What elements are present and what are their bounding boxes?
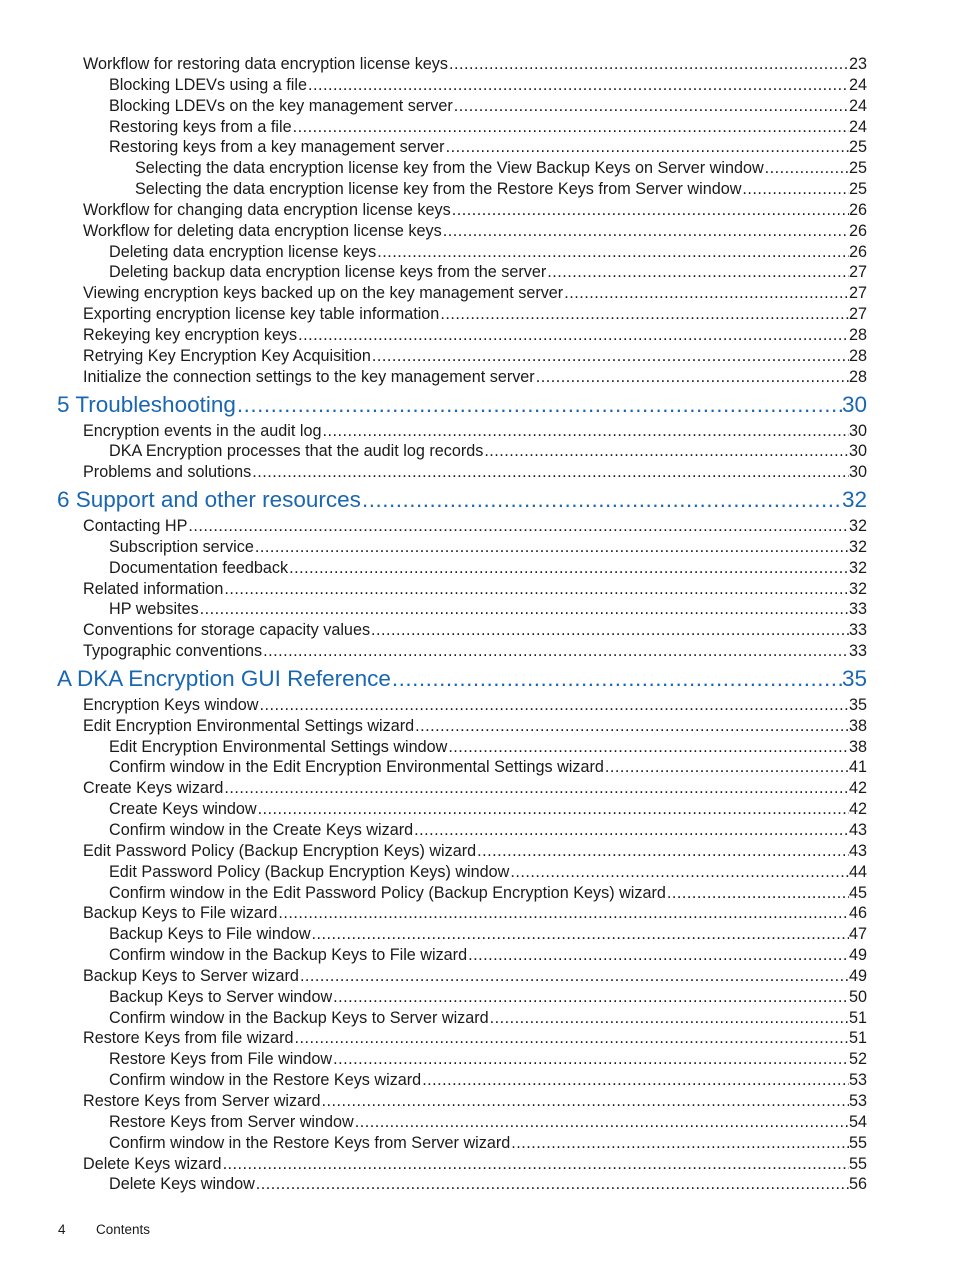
- toc-entry[interactable]: [0, 737, 954, 758]
- toc-entry-page-number: 33: [848, 621, 867, 640]
- dot-leader: [440, 304, 849, 325]
- toc-entry-page-number: 25: [848, 159, 867, 178]
- toc-entry-title: A DKA Encryption GUI Reference: [57, 665, 391, 691]
- dot-leader: [224, 778, 849, 799]
- toc-entry-page-number: 32: [848, 558, 867, 577]
- dot-leader: [188, 516, 849, 537]
- dot-leader: [454, 96, 849, 117]
- toc-entry-title: Workflow for changing data encryption license keys: [83, 200, 451, 219]
- dot-leader: [765, 158, 849, 179]
- dot-leader: [333, 1049, 849, 1070]
- dot-leader: [293, 117, 849, 138]
- dot-leader: [536, 367, 849, 388]
- toc-entry-page-number: 55: [848, 1154, 867, 1173]
- toc-entry[interactable]: [0, 325, 954, 346]
- toc-entry-title: Backup Keys to Server wizard: [83, 966, 299, 985]
- toc-entry-title: Backup Keys to File wizard: [83, 904, 278, 923]
- toc-entry-title: 5 Troubleshooting: [57, 391, 236, 417]
- toc-entry-title: Confirm window in the Restore Keys from Server wizard: [109, 1133, 511, 1152]
- dot-leader: [511, 1133, 849, 1154]
- toc-entry[interactable]: [0, 945, 954, 966]
- dot-leader: [449, 54, 849, 75]
- dot-leader: [742, 179, 849, 200]
- toc-entry-title: Restore Keys from Server wizard: [83, 1091, 321, 1110]
- toc-chapter-heading[interactable]: [0, 389, 954, 421]
- toc-entry[interactable]: [0, 558, 954, 579]
- toc-entry-page-number: 25: [848, 138, 867, 157]
- toc-entry-page-number: 28: [848, 367, 867, 386]
- toc-entry[interactable]: [0, 641, 954, 662]
- toc-entry[interactable]: [0, 1154, 954, 1175]
- dot-leader: [510, 862, 849, 883]
- toc-entry-page-number: 42: [848, 779, 867, 798]
- toc-entry-title: Confirm window in the Edit Password Policy (Backup Encryption Keys) wizard: [109, 883, 666, 902]
- toc-entry[interactable]: [0, 117, 954, 138]
- toc-entry[interactable]: [0, 1091, 954, 1112]
- toc-entry-title: Confirm window in the Edit Encryption Environmental Settings wizard: [109, 758, 604, 777]
- table-of-contents: [0, 54, 954, 1195]
- dot-leader: [255, 537, 849, 558]
- toc-entry-title: Deleting backup data encryption license keys from the server: [109, 263, 547, 282]
- toc-entry[interactable]: [0, 820, 954, 841]
- toc-entry-page-number: 49: [848, 946, 867, 965]
- toc-entry[interactable]: [0, 883, 954, 904]
- toc-entry-page-number: 54: [848, 1112, 867, 1131]
- toc-entry-page-number: 53: [848, 1091, 867, 1110]
- page-footer: [58, 1222, 150, 1237]
- dot-leader: [224, 579, 849, 600]
- toc-entry-title: Create Keys wizard: [83, 779, 224, 798]
- dot-leader: [300, 966, 849, 987]
- toc-entry-title: Related information: [83, 579, 224, 598]
- toc-entry-title: Encryption events in the audit log: [83, 421, 322, 440]
- toc-entry[interactable]: [0, 516, 954, 537]
- toc-entry-page-number: 41: [848, 758, 867, 777]
- toc-entry-page-number: 42: [848, 800, 867, 819]
- dot-leader: [278, 903, 849, 924]
- toc-entry-title: Subscription service: [109, 537, 254, 556]
- toc-entry-title: Edit Password Policy (Backup Encryption Keys) wizard: [83, 841, 477, 860]
- toc-entry-page-number: 26: [848, 242, 867, 261]
- toc-chapter-heading[interactable]: [0, 484, 954, 516]
- toc-entry-page-number: 56: [848, 1175, 867, 1194]
- dot-leader: [468, 945, 849, 966]
- toc-entry-title: Selecting the data encryption license key from the Restore Keys from Server window: [135, 180, 742, 199]
- toc-entry-page-number: 33: [848, 600, 867, 619]
- toc-entry[interactable]: [0, 579, 954, 600]
- toc-entry-title: Edit Encryption Environmental Settings wizard: [83, 716, 415, 735]
- toc-entry-page-number: 52: [848, 1050, 867, 1069]
- dot-leader: [448, 737, 849, 758]
- toc-entry[interactable]: [0, 221, 954, 242]
- toc-entry[interactable]: [0, 537, 954, 558]
- toc-entry-page-number: 30: [848, 442, 867, 461]
- toc-entry[interactable]: [0, 158, 954, 179]
- toc-entry[interactable]: [0, 924, 954, 945]
- toc-entry[interactable]: [0, 179, 954, 200]
- toc-entry-page-number: 50: [848, 987, 867, 1006]
- toc-entry-title: Exporting encryption license key table information: [83, 305, 440, 324]
- toc-entry[interactable]: [0, 987, 954, 1008]
- dot-leader: [452, 200, 849, 221]
- toc-entry-title: Delete Keys wizard: [83, 1154, 222, 1173]
- toc-entry[interactable]: [0, 1174, 954, 1195]
- toc-entry-page-number: 51: [848, 1029, 867, 1048]
- toc-entry-title: Backup Keys to Server window: [109, 987, 333, 1006]
- toc-entry-page-number: 46: [848, 904, 867, 923]
- dot-leader: [392, 663, 842, 695]
- dot-leader: [372, 346, 849, 367]
- toc-entry-page-number: 27: [848, 284, 867, 303]
- toc-entry-page-number: 26: [848, 200, 867, 219]
- toc-entry-title: Typographic conventions: [83, 642, 263, 661]
- dot-leader: [252, 462, 849, 483]
- toc-entry-title: Viewing encryption keys backed up on the key management server: [83, 284, 564, 303]
- dot-leader: [484, 441, 849, 462]
- toc-entry-page-number: 32: [841, 487, 867, 513]
- dot-leader: [263, 641, 849, 662]
- toc-entry-page-number: 43: [848, 821, 867, 839]
- toc-entry[interactable]: [0, 75, 954, 96]
- dot-leader: [477, 841, 849, 862]
- toc-entry[interactable]: [0, 1070, 954, 1091]
- toc-entry[interactable]: [0, 620, 954, 641]
- dot-leader: [490, 1008, 849, 1029]
- dot-leader: [322, 421, 849, 442]
- toc-entry[interactable]: [0, 757, 954, 778]
- toc-entry[interactable]: [0, 1112, 954, 1133]
- dot-leader: [237, 389, 842, 421]
- dot-leader: [223, 1154, 849, 1175]
- toc-entry-page-number: 26: [848, 221, 867, 240]
- toc-entry-page-number: 24: [848, 96, 867, 115]
- toc-entry[interactable]: [0, 695, 954, 716]
- toc-entry-title: Blocking LDEVs using a file: [109, 75, 307, 94]
- toc-entry[interactable]: [0, 421, 954, 442]
- dot-leader: [355, 1112, 849, 1133]
- toc-entry[interactable]: [0, 462, 954, 483]
- toc-entry-title: Edit Password Policy (Backup Encryption Keys) window: [109, 862, 510, 881]
- dot-leader: [333, 987, 849, 1008]
- toc-entry-title: Blocking LDEVs on the key management server: [109, 96, 453, 115]
- dot-leader: [289, 558, 849, 579]
- toc-entry[interactable]: [0, 903, 954, 924]
- toc-entry-title: Restore Keys from File window: [109, 1050, 333, 1069]
- toc-entry[interactable]: [0, 242, 954, 263]
- toc-entry-title: 6 Support and other resources: [57, 487, 361, 513]
- toc-entry[interactable]: [0, 599, 954, 620]
- toc-entry-title: Restoring keys from a file: [109, 117, 292, 136]
- toc-entry-page-number: 45: [848, 883, 867, 902]
- toc-entry-page-number: 25: [848, 180, 867, 199]
- toc-entry-title: Rekeying key encryption keys: [83, 325, 298, 344]
- toc-entry[interactable]: [0, 862, 954, 883]
- toc-entry-title: Restoring keys from a key management server: [109, 138, 445, 157]
- toc-entry-page-number: 51: [848, 1008, 867, 1027]
- toc-entry-title: Workflow for deleting data encryption license keys: [83, 221, 442, 240]
- toc-entry-title: Documentation feedback: [109, 558, 289, 577]
- toc-entry-title: Confirm window in the Create Keys wizard: [109, 821, 414, 839]
- toc-entry[interactable]: [0, 200, 954, 221]
- dot-leader: [377, 242, 849, 263]
- toc-entry-page-number: 55: [848, 1133, 867, 1152]
- dot-leader: [259, 695, 849, 716]
- dot-leader: [298, 325, 849, 346]
- toc-entry-page-number: 35: [841, 665, 867, 691]
- toc-entry-page-number: 32: [848, 579, 867, 598]
- footer-page-number: 4: [58, 1222, 66, 1237]
- toc-entry-page-number: 28: [848, 346, 867, 365]
- toc-entry-page-number: 28: [848, 325, 867, 344]
- dot-leader: [308, 75, 849, 96]
- toc-entry-title: Contacting HP: [83, 517, 188, 536]
- dot-leader: [362, 484, 842, 516]
- toc-entry[interactable]: [0, 1133, 954, 1154]
- toc-entry-page-number: 32: [848, 537, 867, 556]
- dot-leader: [422, 1070, 849, 1091]
- toc-entry-page-number: 30: [848, 463, 867, 482]
- toc-entry[interactable]: [0, 799, 954, 820]
- toc-entry[interactable]: [0, 778, 954, 799]
- toc-entry[interactable]: [0, 441, 954, 462]
- dot-leader: [256, 1174, 849, 1195]
- dot-leader: [312, 924, 849, 945]
- toc-entry-title: Workflow for restoring data encryption license keys: [83, 55, 448, 73]
- toc-entry-page-number: 47: [848, 925, 867, 944]
- toc-entry-title: HP websites: [109, 600, 199, 619]
- toc-entry-page-number: 24: [848, 117, 867, 136]
- dot-leader: [322, 1091, 849, 1112]
- toc-entry[interactable]: [0, 1049, 954, 1070]
- toc-entry[interactable]: [0, 367, 954, 388]
- toc-entry-title: Initialize the connection settings to the key management server: [83, 367, 535, 386]
- toc-entry[interactable]: [0, 54, 954, 75]
- toc-entry-title: Confirm window in the Restore Keys wizard: [109, 1071, 422, 1090]
- dot-leader: [200, 599, 849, 620]
- dot-leader: [258, 799, 849, 820]
- toc-entry-title: Selecting the data encryption license key from the View Backup Keys on Server window: [135, 159, 764, 178]
- dot-leader: [547, 262, 849, 283]
- toc-entry-page-number: 27: [848, 305, 867, 324]
- toc-entry-title: Conventions for storage capacity values: [83, 621, 371, 640]
- toc-entry-title: Edit Encryption Environmental Settings window: [109, 737, 448, 756]
- toc-entry-title: Deleting data encryption license keys: [109, 242, 377, 261]
- toc-entry[interactable]: [0, 346, 954, 367]
- toc-entry-page-number: 27: [848, 263, 867, 282]
- dot-leader: [295, 1028, 849, 1049]
- dot-leader: [667, 883, 849, 904]
- toc-entry-page-number: 38: [848, 737, 867, 756]
- dot-leader: [564, 283, 849, 304]
- toc-entry[interactable]: [0, 137, 954, 158]
- toc-entry-page-number: 44: [848, 862, 867, 881]
- dot-leader: [443, 221, 849, 242]
- toc-entry-page-number: 23: [848, 55, 867, 73]
- toc-entry-title: Retrying Key Encryption Key Acquisition: [83, 346, 371, 365]
- toc-entry[interactable]: [0, 304, 954, 325]
- toc-entry-title: Delete Keys window: [109, 1175, 255, 1194]
- toc-entry-title: Confirm window in the Backup Keys to Server wizard: [109, 1008, 489, 1027]
- dot-leader: [446, 137, 849, 158]
- toc-entry-title: Encryption Keys window: [83, 695, 259, 714]
- toc-entry[interactable]: [0, 283, 954, 304]
- toc-entry-title: Confirm window in the Backup Keys to File wizard: [109, 946, 468, 965]
- toc-entry-page-number: 32: [848, 517, 867, 536]
- toc-entry-page-number: 35: [848, 695, 867, 714]
- toc-entry-title: Create Keys window: [109, 800, 257, 819]
- toc-entry-title: Restore Keys from Server window: [109, 1112, 354, 1131]
- toc-entry-page-number: 24: [848, 75, 867, 94]
- toc-entry-page-number: 53: [848, 1071, 867, 1090]
- toc-entry-page-number: 43: [848, 841, 867, 860]
- dot-leader: [414, 820, 849, 841]
- toc-entry-page-number: 30: [848, 421, 867, 440]
- toc-entry[interactable]: [0, 1008, 954, 1029]
- toc-entry-title: DKA Encryption processes that the audit log records: [109, 442, 484, 461]
- footer-section-name: Contents: [96, 1222, 151, 1237]
- toc-entry[interactable]: [0, 96, 954, 117]
- toc-entry-page-number: 49: [848, 966, 867, 985]
- toc-entry-page-number: 30: [841, 391, 867, 417]
- dot-leader: [415, 716, 849, 737]
- toc-entry[interactable]: [0, 716, 954, 737]
- toc-entry-title: Backup Keys to File window: [109, 925, 311, 944]
- toc-entry-title: Problems and solutions: [83, 463, 252, 482]
- toc-chapter-heading[interactable]: [0, 663, 954, 695]
- toc-entry[interactable]: [0, 841, 954, 862]
- toc-entry[interactable]: [0, 1028, 954, 1049]
- toc-entry-page-number: 33: [848, 642, 867, 661]
- dot-leader: [371, 620, 849, 641]
- toc-entry-page-number: 38: [848, 716, 867, 735]
- toc-entry-title: Restore Keys from file wizard: [83, 1029, 294, 1048]
- toc-entry[interactable]: [0, 966, 954, 987]
- dot-leader: [605, 757, 849, 778]
- toc-entry[interactable]: [0, 262, 954, 283]
